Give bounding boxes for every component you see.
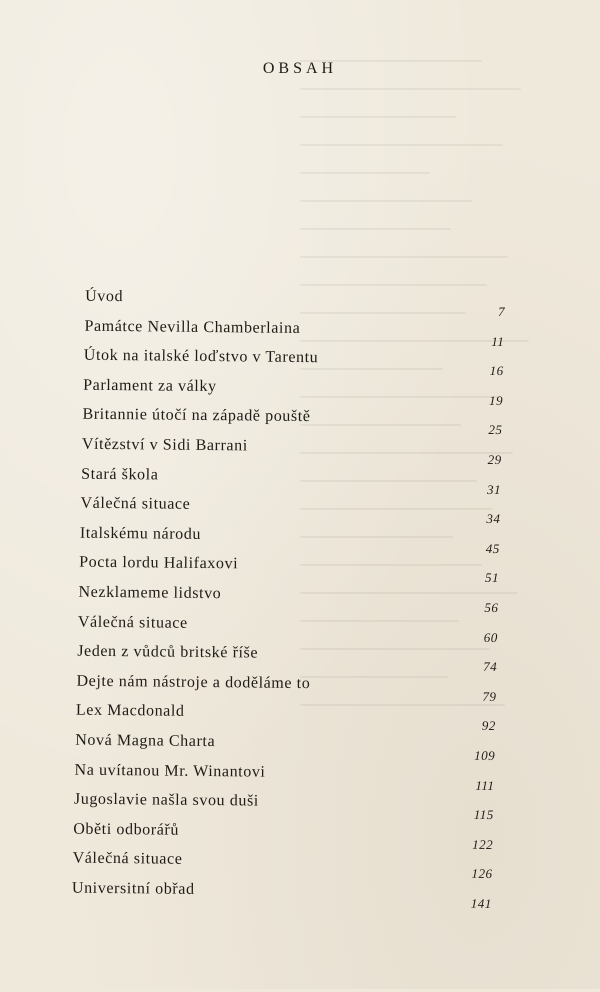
- toc-entry-title: Lex Macdonald: [75, 702, 185, 721]
- toc-entry: [74, 761, 495, 793]
- toc-entry-page: 25: [488, 422, 503, 438]
- toc-entry-page: 109: [474, 747, 496, 764]
- toc-entry: [77, 613, 498, 645]
- toc-entry-page: 60: [483, 629, 498, 645]
- toc-entry-title: Jugoslavie našla svou duši: [73, 790, 259, 810]
- toc-entry: [75, 731, 496, 764]
- toc-entry: [84, 317, 505, 349]
- toc-entry-page: 45: [485, 540, 500, 556]
- toc-entry: [73, 790, 494, 823]
- toc-entry-title: Pocta lordu Halifaxovi: [79, 554, 239, 573]
- toc-entry: [83, 346, 504, 379]
- toc-entry: [83, 376, 504, 408]
- toc-entry-title: Nová Magna Charta: [75, 731, 216, 751]
- toc-entry-page: 7: [497, 304, 506, 320]
- toc-entry-title: Nezklameme lidstvo: [78, 583, 222, 603]
- toc-entry-title: Památce Nevilla Chamberlaina: [84, 317, 301, 337]
- toc-entry-page: 56: [484, 599, 499, 616]
- toc-entry-page: 141: [470, 895, 492, 912]
- toc-entry-title: Britannie útočí na západě pouště: [82, 406, 311, 426]
- toc-entry-page: 111: [475, 777, 495, 793]
- toc-entry-title: Stará škola: [81, 465, 159, 484]
- toc-entry-title: Parlament za války: [83, 376, 217, 395]
- toc-entry-title: Vítězství v Sidi Barrani: [81, 435, 248, 455]
- toc-entry-page: 51: [485, 570, 500, 586]
- toc-entry-title: Jeden z vůdců britské říše: [77, 642, 259, 662]
- toc-entry-title: Na uvítanou Mr. Winantovi: [74, 761, 266, 781]
- toc-entry-page: 92: [481, 718, 496, 734]
- toc-entry: [75, 702, 496, 734]
- toc-entry-page: 126: [471, 866, 493, 882]
- toc-entry: [77, 642, 498, 675]
- toc-entry-page: 79: [482, 688, 497, 704]
- toc-entry: [71, 879, 492, 912]
- toc-entry: [78, 583, 499, 616]
- toc-entry-page: 34: [486, 511, 501, 527]
- toc-entry: [82, 406, 503, 438]
- toc-entry: [76, 672, 497, 704]
- toc-entry-title: Oběti odborářů: [73, 820, 180, 839]
- toc-entry-page: 29: [487, 451, 502, 468]
- toc-entry: [79, 554, 500, 586]
- toc-entry-title: Dejte nám nástroje a doděláme to: [76, 672, 311, 692]
- toc-entry-title: Válečná situace: [77, 613, 188, 632]
- toc-entry-title: Útok na italské loďstvo v Tarentu: [83, 346, 319, 367]
- toc-entry-title: Úvod: [85, 287, 124, 306]
- toc-entry-page: 31: [486, 481, 502, 497]
- toc-entry-title: Válečná situace: [80, 494, 191, 514]
- toc-entry-title: Válečná situace: [72, 850, 183, 869]
- toc-entry-title: Universitní obřad: [71, 879, 195, 898]
- toc-entry: [73, 820, 494, 852]
- toc-entry: [81, 435, 502, 468]
- toc-entry: [85, 287, 506, 320]
- toc-entry: [80, 494, 501, 527]
- toc-entry-page: 122: [472, 836, 494, 852]
- toc-entry: [72, 850, 493, 882]
- page-title: OBSAH: [262, 60, 338, 77]
- toc-entry-title: Italskému národu: [79, 524, 202, 543]
- toc-entry-page: 16: [489, 363, 504, 379]
- toc-entry-page: 19: [488, 392, 504, 408]
- toc-entry-page: 74: [483, 659, 498, 675]
- toc-entry: [81, 465, 502, 497]
- toc-entry-page: 115: [473, 807, 494, 823]
- toc-entry: [79, 524, 500, 556]
- toc-entry-page: 11: [491, 333, 505, 349]
